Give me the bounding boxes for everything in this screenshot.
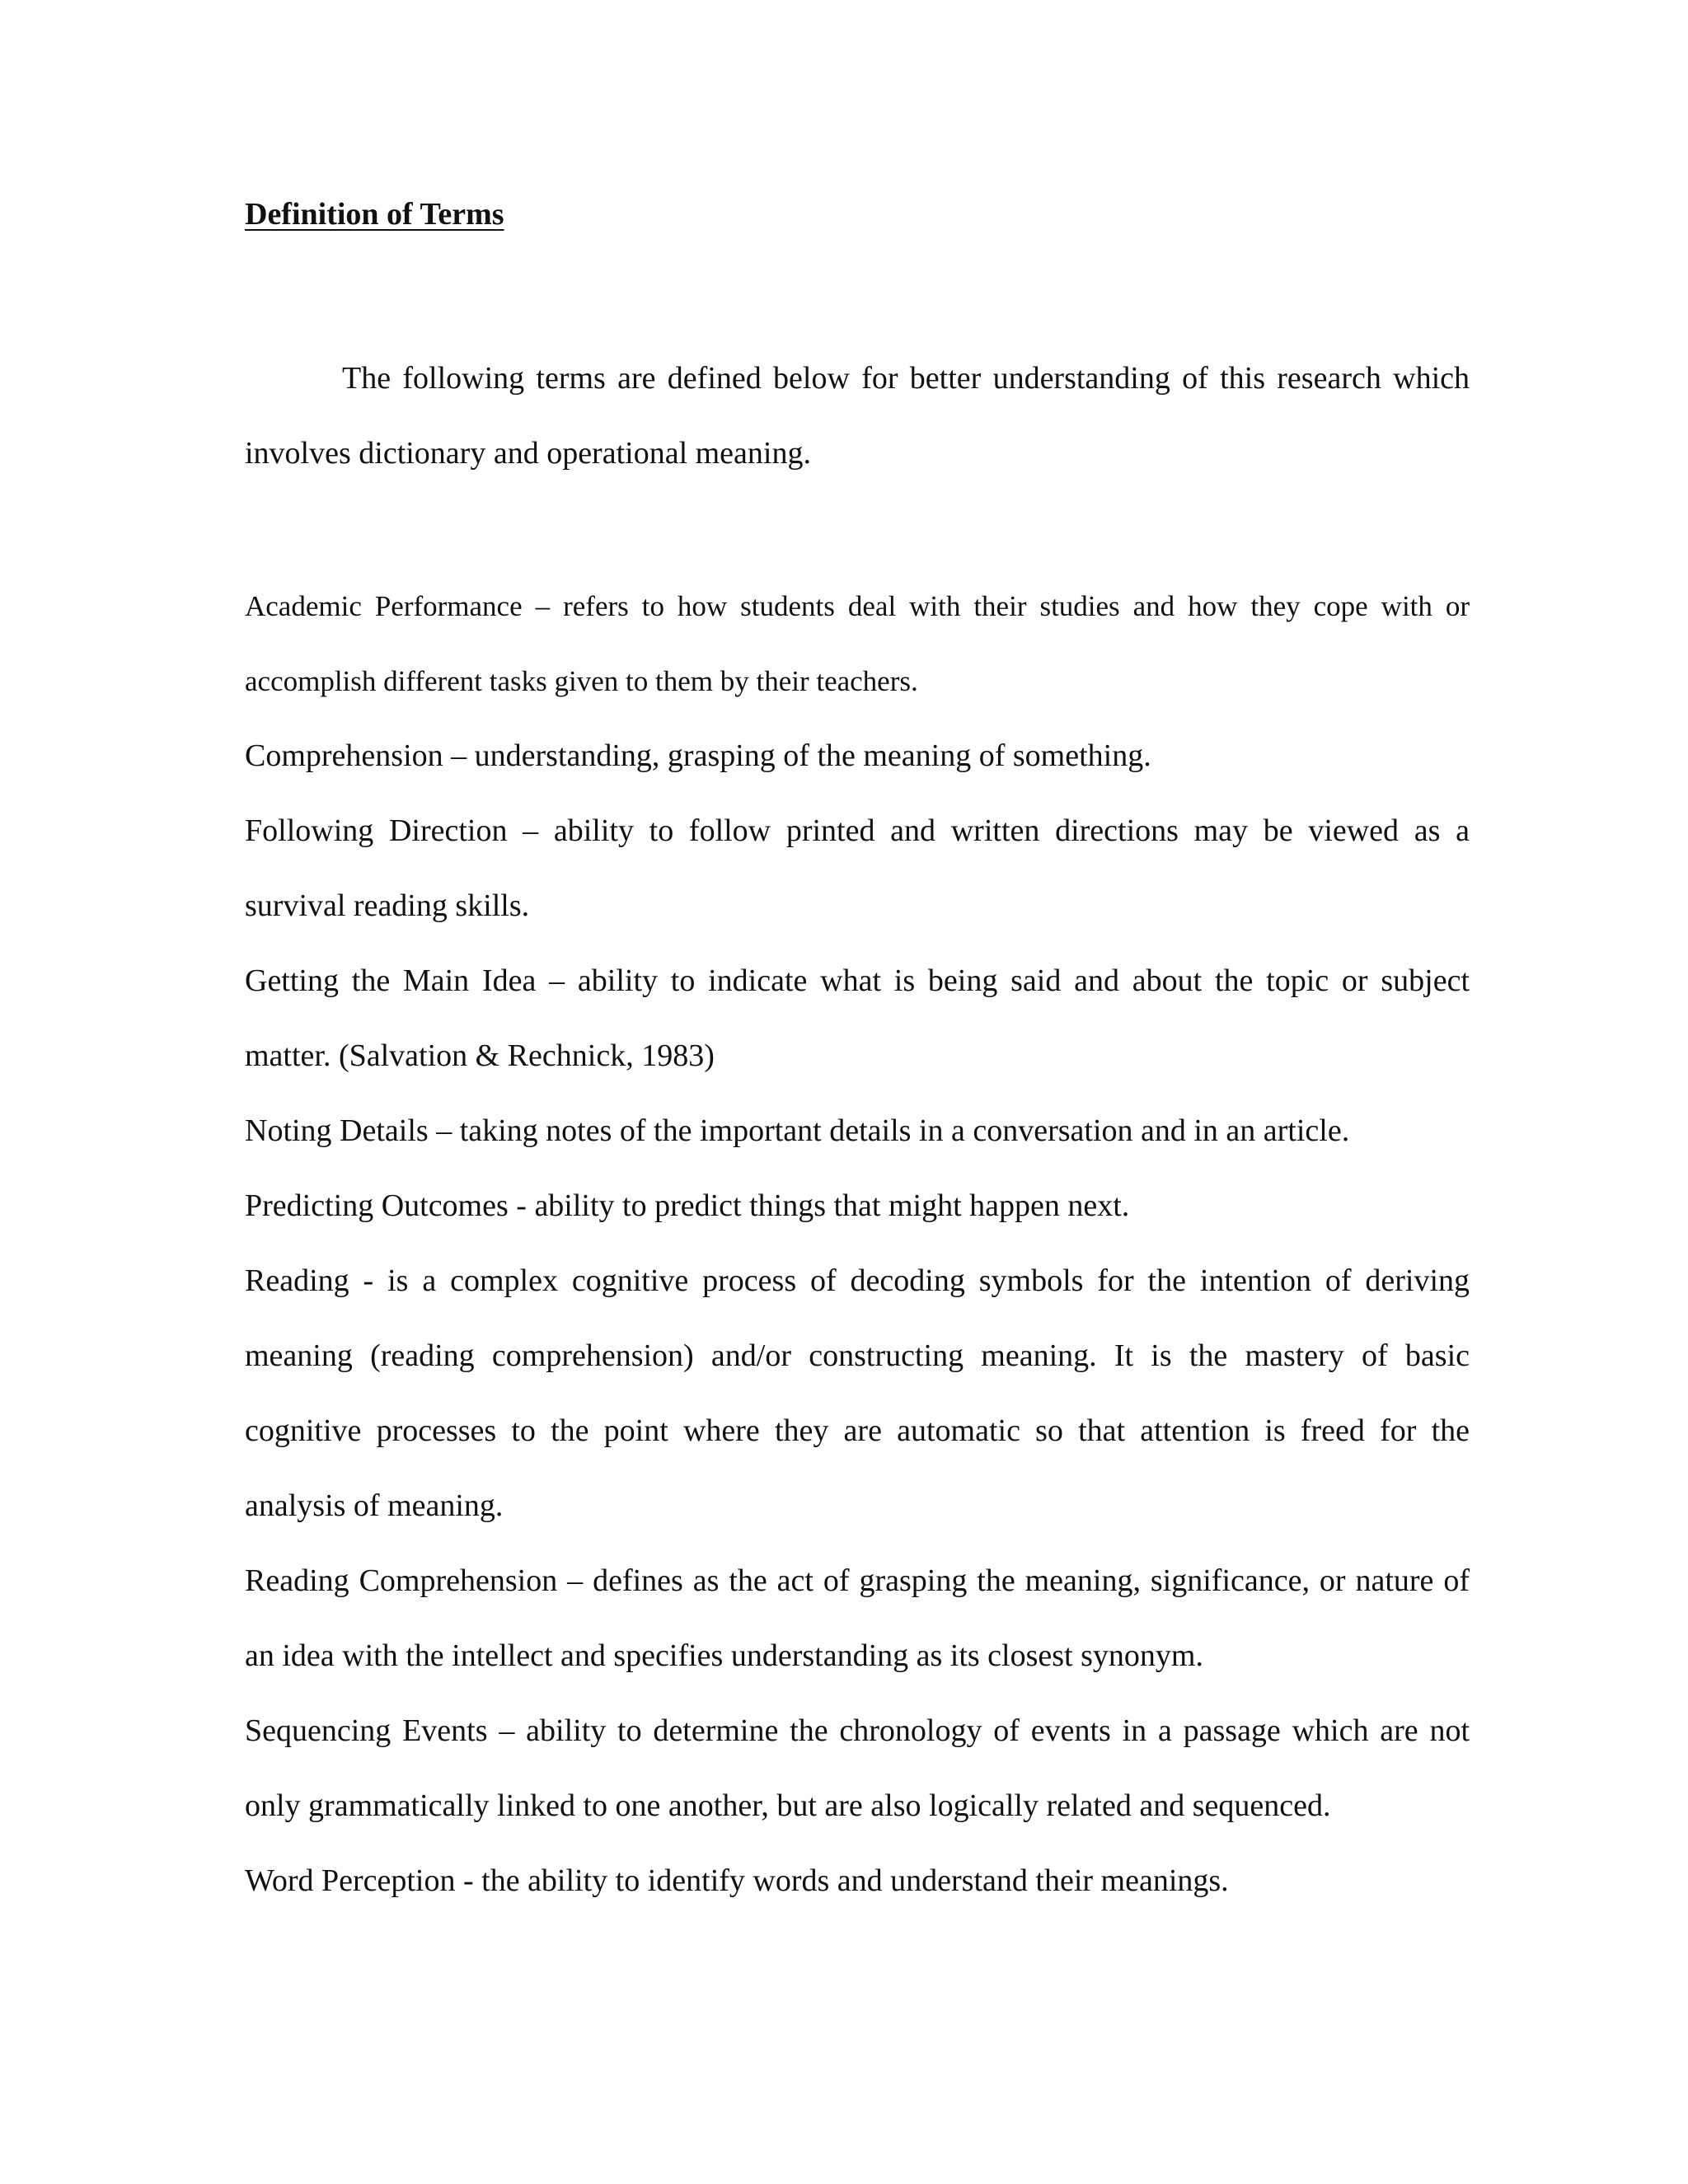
term-definition: refers to how students deal with their studies and how they cope with or accomplish different tasks given to them by their teachers. xyxy=(245,590,1470,697)
document-body xyxy=(245,191,1470,1919)
term-separator: – xyxy=(535,590,551,622)
term-label: Comprehension xyxy=(245,738,443,773)
term-separator: – xyxy=(436,1113,452,1148)
term-separator: – xyxy=(549,963,565,998)
term-definition: is a complex cognitive process of decoding symbols for the intention of deriving meaning (reading comprehension) and/or constructing meaning. It is the mastery of basic cognitive processes to the point where they are automatic so that attention is freed for the analysis of meaning. xyxy=(245,1263,1470,1523)
term-definition: ability to determine the chronology of events in a passage which are not only grammatically linked to one another, but are also logically related and sequenced. xyxy=(245,1713,1470,1823)
term-label: Word Perception xyxy=(245,1863,456,1898)
term-label: Following Direction xyxy=(245,813,508,848)
term-separator: – xyxy=(451,738,467,773)
term-definition: taking notes of the important details in a conversation and in an article. xyxy=(459,1113,1350,1148)
term-separator: - xyxy=(516,1188,527,1223)
term-label: Noting Details xyxy=(245,1113,429,1148)
term-label: Reading xyxy=(245,1263,349,1298)
definition-predicting-outcomes xyxy=(245,1169,1470,1244)
definition-following-direction xyxy=(245,794,1470,944)
intro-paragraph: The following terms are defined below for better understanding of this research which involves dictionary and operational meaning. xyxy=(245,361,1470,471)
term-label: Academic Performance xyxy=(245,590,523,622)
term-definition: defines as the act of grasping the meaning, significance, or nature of an idea with the intellect and specifies understanding as its closest synonym. xyxy=(245,1563,1470,1673)
term-label: Predicting Outcomes xyxy=(245,1188,509,1223)
term-definition: ability to predict things that might happen next. xyxy=(534,1188,1130,1223)
term-definition: ability to indicate what is being said and about the topic or subject matter. (Salvation & Rechnick, 1983) xyxy=(245,963,1470,1073)
definition-noting-details xyxy=(245,1094,1470,1169)
term-definition: understanding, grasping of the meaning of something. xyxy=(474,738,1151,773)
definitions-list xyxy=(245,569,1470,1919)
section-heading: Definition of Terms xyxy=(245,197,504,232)
term-separator: - xyxy=(363,1263,374,1298)
definition-reading-comprehension xyxy=(245,1544,1470,1694)
definition-academic-performance xyxy=(245,569,1470,719)
term-label: Sequencing Events xyxy=(245,1713,488,1748)
term-separator: – xyxy=(567,1563,584,1598)
definition-comprehension xyxy=(245,719,1470,794)
term-separator: – xyxy=(499,1713,515,1748)
term-definition: ability to follow printed and written directions may be viewed as a survival reading skills. xyxy=(245,813,1470,923)
definition-word-perception xyxy=(245,1844,1470,1919)
definition-getting-the-main-idea xyxy=(245,944,1470,1094)
term-definition: the ability to identify words and understand their meanings. xyxy=(481,1863,1229,1898)
definition-reading xyxy=(245,1244,1470,1544)
term-separator: – xyxy=(523,813,539,848)
definition-sequencing-events xyxy=(245,1694,1470,1844)
term-label: Getting the Main Idea xyxy=(245,963,537,998)
term-label: Reading Comprehension xyxy=(245,1563,558,1598)
term-separator: - xyxy=(462,1863,474,1898)
